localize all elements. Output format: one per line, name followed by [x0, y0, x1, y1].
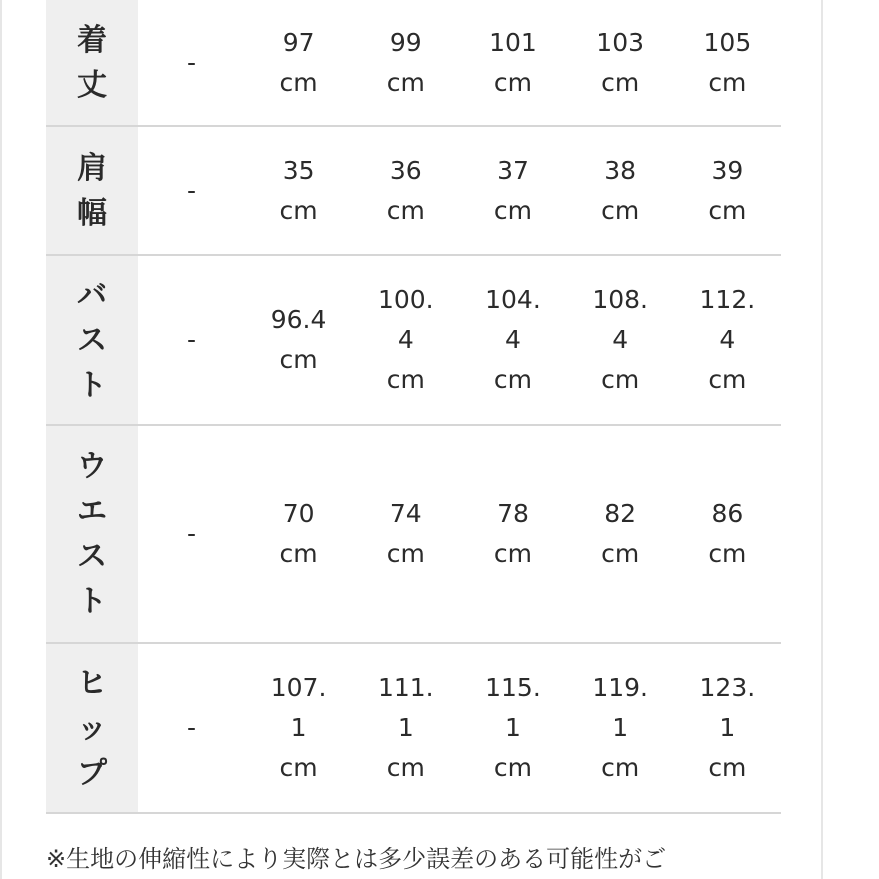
value-cell: [352, 126, 459, 255]
cell-value-line: 36: [389, 155, 422, 185]
size-table: [46, 0, 781, 814]
dash-value: -: [186, 47, 197, 77]
cell-value-line: cm: [708, 195, 747, 225]
row-header-char: ト: [77, 584, 107, 619]
value-cell: [567, 643, 674, 813]
dash-value: -: [186, 325, 197, 354]
table-row: [46, 0, 781, 126]
cell-value-line: cm: [601, 753, 640, 782]
cell-value-line: cm: [708, 753, 747, 782]
dash-value: -: [186, 519, 197, 548]
value-cell: [352, 0, 459, 126]
value-cell: [567, 255, 674, 425]
value-cell: [567, 0, 674, 126]
row-header-char: ッ: [77, 710, 107, 746]
right-frame-line: [821, 0, 823, 879]
cell-value-line: 96.4: [270, 305, 327, 334]
value-cell: [352, 643, 459, 813]
row-header-char: プ: [77, 755, 107, 791]
cell-value-line: cm: [708, 365, 747, 394]
table-row: [46, 643, 781, 813]
cell-value-line: cm: [386, 195, 425, 225]
row-header: [46, 0, 138, 126]
row-header: [46, 126, 138, 255]
dash-value: -: [186, 713, 197, 742]
size-note: ※生地の伸縮性により実際とは多少誤差のある可能性がご: [46, 845, 667, 873]
cell-value-line: 108.: [592, 285, 648, 314]
cell-value-line: 74: [389, 499, 422, 528]
cell-value-line: 1: [290, 713, 307, 742]
row-header-char: ウ: [77, 449, 107, 484]
cell-value-line: 1: [505, 713, 521, 742]
cell-value-line: 78: [497, 499, 529, 528]
cell-value-line: cm: [386, 67, 425, 97]
cell-value-line: 123.: [699, 673, 756, 702]
cell-value-line: cm: [601, 195, 640, 225]
row-header: [46, 255, 138, 425]
cell-value-line: cm: [279, 539, 318, 568]
cell-value-line: cm: [279, 345, 318, 374]
table-row: [46, 126, 781, 255]
value-cell: [459, 425, 566, 643]
cell-value-line: cm: [708, 539, 747, 568]
cell-value-line: 105: [703, 27, 752, 57]
cell-value-line: cm: [601, 539, 640, 568]
value-cell: [567, 425, 674, 643]
cell-value-line: 4: [612, 325, 629, 354]
cell-value-line: cm: [279, 753, 318, 782]
cell-value-line: 103: [596, 27, 645, 57]
row-header-char: ヒ: [77, 665, 107, 701]
cell-value-line: 37: [497, 155, 529, 185]
cell-value-line: cm: [386, 539, 425, 568]
value-cell: [459, 126, 566, 255]
row-header-char: 丈: [77, 67, 107, 103]
row-header-char: 幅: [77, 195, 107, 231]
cell-value-line: cm: [493, 67, 533, 97]
value-cell: [674, 0, 781, 126]
cell-value-line: 86: [711, 499, 744, 528]
value-cell: [567, 126, 674, 255]
row-header-char: バ: [77, 277, 107, 313]
cell-value-line: 119.: [592, 673, 648, 702]
cell-value-line: 1: [397, 713, 414, 742]
value-cell: [245, 126, 352, 255]
value-cell: [459, 255, 566, 425]
cell-value-line: cm: [601, 365, 640, 394]
row-header-char: ス: [77, 322, 107, 358]
first-column-cell: [138, 126, 245, 255]
left-frame-line: [0, 0, 2, 879]
value-cell: [674, 425, 781, 643]
value-cell: [674, 126, 781, 255]
cell-value-line: 111.: [377, 673, 434, 702]
first-column-cell: [138, 255, 245, 425]
row-header-char: ト: [77, 367, 107, 403]
cell-value-line: 107.: [270, 673, 327, 702]
value-cell: [352, 255, 459, 425]
dash-value: -: [186, 175, 197, 205]
cell-value-line: 99: [389, 27, 422, 57]
cell-value-line: 100.: [377, 285, 434, 314]
row-header-char: 肩: [77, 150, 107, 186]
cell-value-line: 35: [282, 155, 315, 185]
cell-value-line: cm: [493, 539, 533, 568]
cell-value-line: 82: [604, 499, 637, 528]
cell-value-line: 115.: [485, 673, 541, 702]
cell-value-line: 70: [282, 499, 315, 528]
cell-value-line: cm: [493, 365, 533, 394]
value-cell: [674, 643, 781, 813]
cell-value-line: 4: [719, 325, 736, 354]
cell-value-line: cm: [708, 67, 747, 97]
cell-value-line: cm: [493, 195, 533, 225]
cell-value-line: 101: [489, 27, 537, 57]
row-header-char: エ: [77, 494, 107, 529]
row-header-char: 着: [77, 22, 107, 58]
table-row: [46, 425, 781, 643]
cell-value-line: 4: [397, 325, 414, 354]
value-cell: [674, 255, 781, 425]
cell-value-line: cm: [386, 365, 425, 394]
value-cell: [459, 643, 566, 813]
table-row: [46, 255, 781, 425]
value-cell: [245, 425, 352, 643]
value-cell: [352, 425, 459, 643]
cell-value-line: cm: [601, 67, 640, 97]
row-header: [46, 643, 138, 813]
row-header-char: ス: [77, 539, 107, 574]
row-header: [46, 425, 138, 643]
cell-value-line: cm: [279, 195, 318, 225]
cell-value-line: 4: [505, 325, 521, 354]
first-column-cell: [138, 425, 245, 643]
size-table-body: [46, 0, 781, 813]
cell-value-line: 39: [711, 155, 744, 185]
first-column-cell: [138, 0, 245, 126]
cell-value-line: cm: [386, 753, 425, 782]
first-column-cell: [138, 643, 245, 813]
cell-value-line: 112.: [699, 285, 756, 314]
value-cell: [245, 0, 352, 126]
cell-value-line: 1: [612, 713, 629, 742]
cell-value-line: 1: [719, 713, 736, 742]
cell-value-line: cm: [493, 753, 533, 782]
value-cell: [245, 643, 352, 813]
cell-value-line: 104.: [485, 285, 541, 314]
value-cell: [459, 0, 566, 126]
cell-value-line: 97: [282, 27, 315, 57]
value-cell: [245, 255, 352, 425]
cell-value-line: 38: [604, 155, 637, 185]
cell-value-line: cm: [279, 67, 318, 97]
